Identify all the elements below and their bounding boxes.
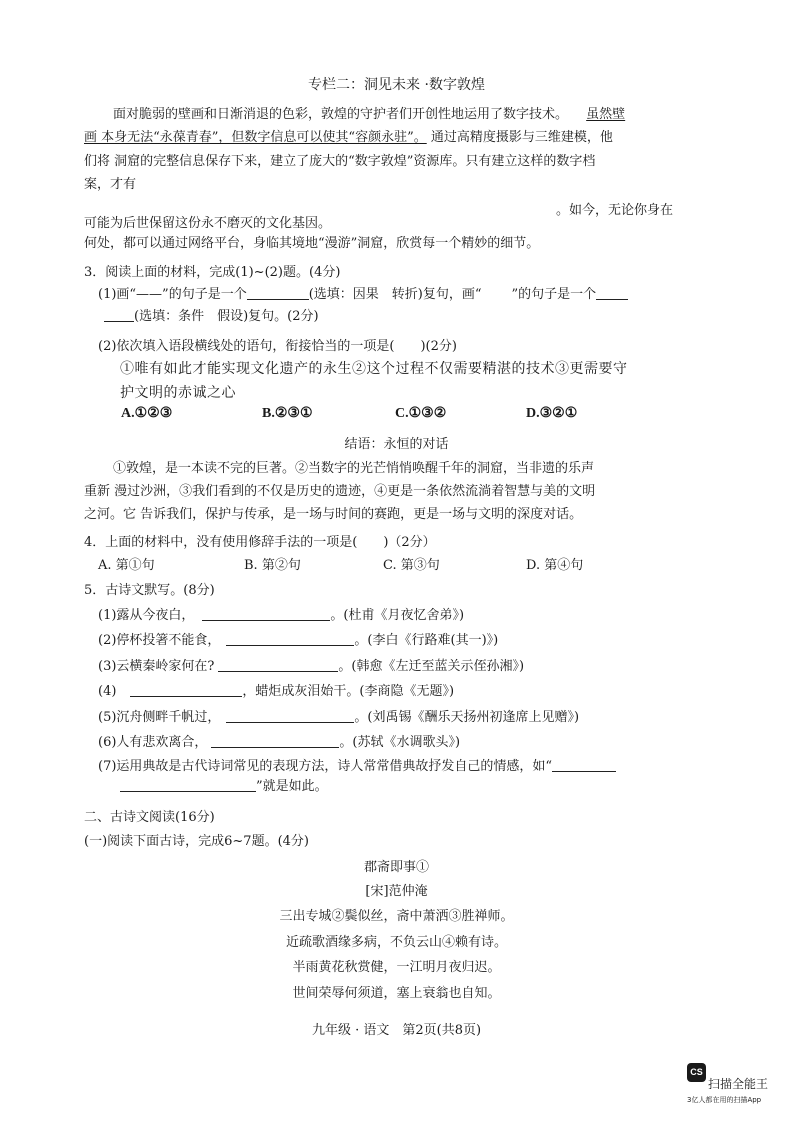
answer-blank[interactable] [596, 289, 628, 300]
answer-blank[interactable] [247, 289, 309, 300]
option-c[interactable]: C. 第③句 [383, 558, 440, 573]
answer-blank[interactable] [120, 781, 256, 792]
question-text: ”的句子是一个 [511, 287, 597, 302]
question-text: 。(刘禹锡《酬乐天扬州初逢席上见赠》) [354, 710, 580, 725]
question-text: ，蜡炬成灰泪始干。(李商隐《无题》) [242, 684, 455, 699]
answer-blank[interactable] [218, 661, 338, 672]
answer-blank[interactable] [226, 712, 354, 723]
question-text: (2)停杯投箸不能食， [98, 633, 221, 648]
answer-blank[interactable] [202, 610, 330, 621]
question-text: 。(李白《行路难(其一)》) [354, 633, 499, 648]
question-5-item [98, 629, 498, 648]
answer-blank[interactable] [552, 761, 616, 772]
passage-text: 通过高精度摄影与三维建模，他 [430, 130, 613, 145]
question-text: (6)人有悲欢离合， [98, 735, 208, 750]
question-text: 。(韩愈《左迁至蓝关示侄孙湘》) [338, 659, 525, 674]
passage-line: 可能为后世保留这份永不磨灭的文化基因。 [84, 216, 332, 231]
question-3-1 [98, 283, 628, 302]
conclusion-line: ①敦煌，是一本读不完的巨著。②当数字的光芒悄悄唤醒千年的洞窟，当非遗的乐声 [113, 461, 595, 476]
underlined-text: 虽然壁 [586, 107, 626, 122]
question-5-stem: 5．古诗文默写。(8分) [84, 583, 215, 598]
passage-line: 们将 洞窟的完整信息保存下来，建立了庞大的“数字敦煌”资源库。只有建立这样的数字档 [84, 154, 596, 169]
part-2-subheading: (一)阅读下面古诗，完成6~7题。(4分) [84, 834, 309, 849]
poem-line: 三出专城②鬓似丝，斋中萧洒③胜禅师。 [279, 909, 514, 924]
passage-text: 面对脆弱的壁画和日渐消退的色彩，敦煌的守护者们开创性地运用了数字技术。 [113, 107, 569, 122]
option-a[interactable]: A.①②③ [121, 406, 173, 421]
question-text: (选填：条件 假设)复句。(2分) [134, 309, 319, 324]
question-5-item-cont [120, 775, 328, 794]
question-text: (选填：因果 转折)复句，画“ [308, 287, 482, 302]
question-5-item [98, 755, 616, 774]
answer-blank[interactable] [211, 737, 339, 748]
question-text: ”就是如此。 [256, 779, 328, 794]
answer-blank[interactable] [104, 311, 134, 322]
passage-line: 何处，都可以通过网络平台，身临其境地“漫游”洞窟，欣赏每一个精妙的细节。 [84, 236, 540, 251]
question-5-item [98, 731, 460, 750]
question-5-item [98, 655, 524, 674]
question-5-item [98, 706, 579, 725]
camscanner-logo-icon: CS [687, 1063, 706, 1082]
question-3-2-items: 护文明的赤诚之心 [120, 385, 236, 401]
watermark-name: 扫描全能王 [708, 1077, 769, 1091]
poem-author: [宋]范仲淹 [365, 884, 428, 899]
question-3-2: (2)依次填入语段横线处的语句，衔接恰当的一项是( )(2分) [98, 339, 457, 354]
question-4-stem: 4．上面的材料中，没有使用修辞手法的一项是( )（2分） [84, 535, 436, 550]
option-b[interactable]: B. 第②句 [244, 558, 301, 573]
question-5-item [98, 604, 464, 623]
question-3-stem: 3．阅读上面的材料，完成(1)~(2)题。(4分) [84, 265, 341, 280]
answer-blank[interactable] [226, 635, 354, 646]
watermark-tagline: 3亿人都在用的扫描App [687, 1096, 762, 1104]
question-text: (7)运用典故是古代诗词常见的表现方法，诗人常常借典故抒发自己的情感，如“ [98, 759, 553, 774]
part-2-heading: 二、古诗文阅读(16分) [84, 810, 215, 825]
passage-line: 。如今，无论你身在 [556, 203, 674, 218]
passage-line [84, 126, 613, 145]
option-c[interactable]: C.①③② [395, 406, 447, 421]
question-3-2-items: ①唯有如此才能实现文化遗产的永生②这个过程不仅需要精湛的技术③更需要守 [120, 361, 628, 377]
question-text: (1)露从今夜白， [98, 608, 195, 623]
underlined-text: 画 本身无法“永葆青春”，但数字信息可以使其“容颜永驻”。 [84, 130, 427, 145]
answer-blank[interactable] [130, 686, 242, 697]
option-b[interactable]: B.②③① [262, 406, 313, 421]
poem-title: 郡斋即事① [363, 860, 429, 875]
question-text: (4) [98, 684, 117, 699]
poem-line: 半雨黄花秋赏健，一江明月夜归迟。 [292, 960, 501, 975]
passage-line: 案，才有 [84, 177, 137, 192]
conclusion-line: 重新 漫过沙洲，③我们看到的不仅是历史的遗迹，④更是一条依然流淌着智慧与美的文明 [84, 484, 596, 499]
question-text: 。(杜甫《月夜忆舍弟》) [330, 608, 465, 623]
page-footer: 九年级 · 语文 第2页(共8页) [311, 1023, 482, 1038]
question-3-1-cont [104, 305, 319, 324]
question-text: 。(苏轼《水调歌头》) [339, 735, 461, 750]
passage-line [113, 103, 625, 122]
option-a[interactable]: A. 第①句 [98, 558, 155, 573]
option-d[interactable]: D. 第④句 [526, 558, 584, 573]
section-title: 专栏二：洞见未来 ·数字敦煌 [308, 77, 485, 93]
question-5-item [98, 680, 454, 699]
option-d[interactable]: D.③②① [526, 406, 578, 421]
poem-line: 近疏歌酒缘多病，不负云山④赖有诗。 [285, 935, 507, 950]
question-text: (5)沉舟侧畔千帆过， [98, 710, 221, 725]
conclusion-title: 结语：永恒的对话 [344, 437, 449, 452]
question-text: (1)画“——”的句子是一个 [98, 287, 247, 302]
poem-line: 世间荣辱何须道，塞上衰翁也自知。 [292, 986, 501, 1001]
conclusion-line: 之河。它 告诉我们，保护与传承，是一场与时间的赛跑，更是一场与文明的深度对话。 [84, 507, 583, 522]
question-text: (3)云横秦岭家何在? [98, 659, 215, 674]
